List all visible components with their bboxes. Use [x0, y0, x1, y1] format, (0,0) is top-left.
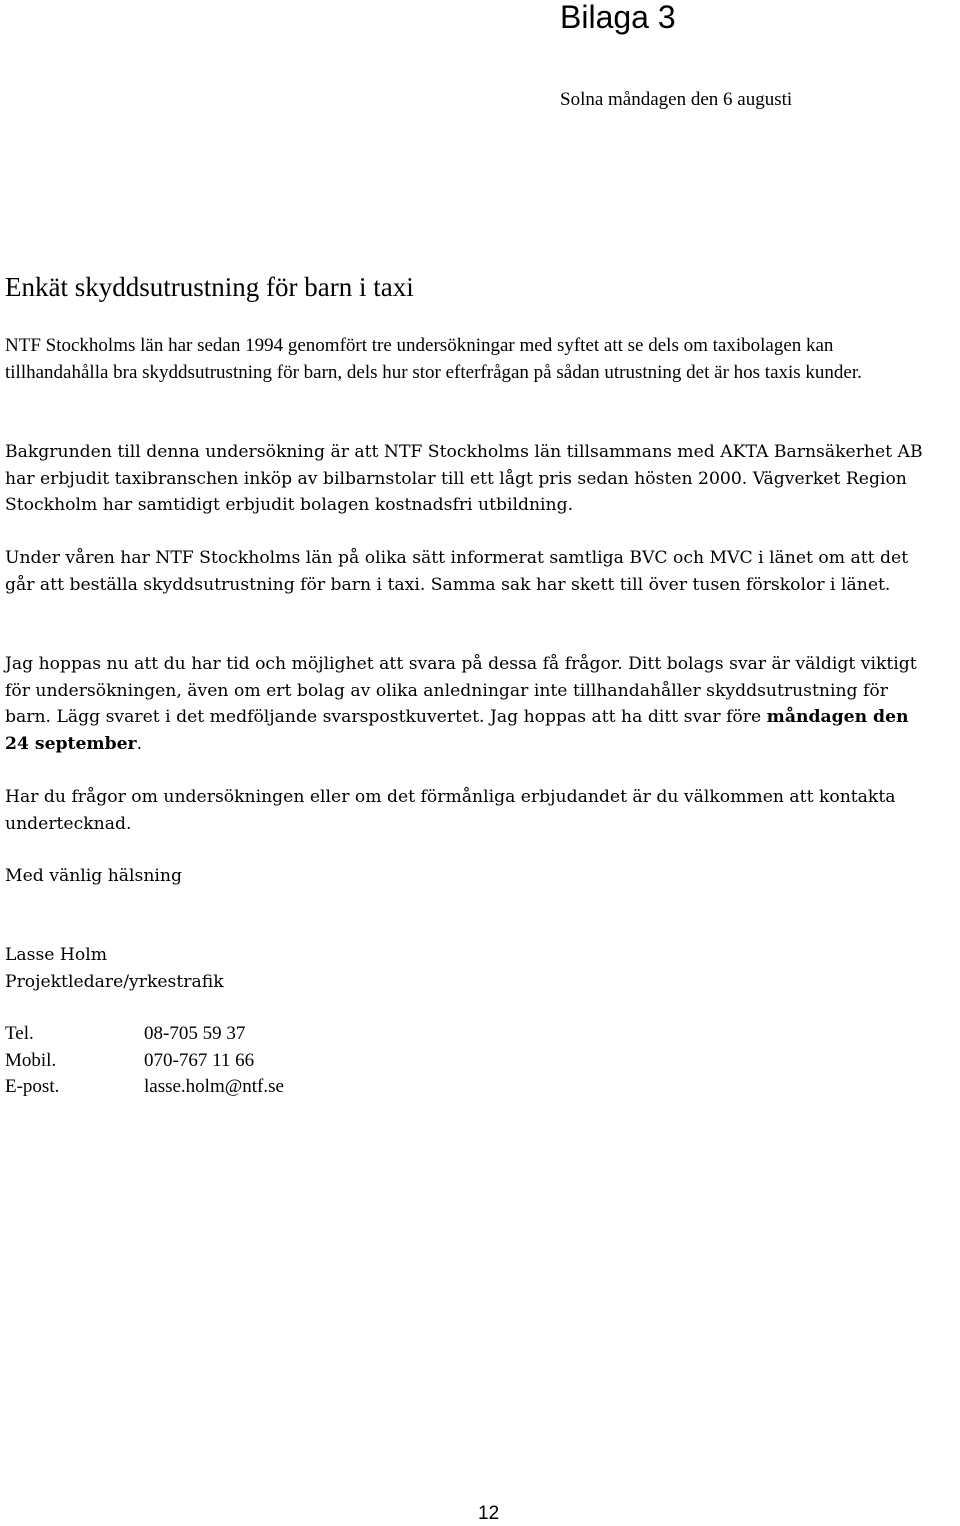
request-end: . — [136, 733, 143, 754]
contact-table — [5, 1021, 284, 1101]
request-text: Jag hoppas nu att du har tid och möjlighet att svara på dessa få frågor. Ditt bolags svar är väldigt viktigt för undersökningen, även om ert bolag av olika anledningar inte tillhandahåller skyddsutrustning för barn. Lägg svaret i det medföljande svarspostkuvertet. Jag hoppas att ha ditt svar före — [5, 654, 917, 727]
background-paragraph: Bakgrunden till denna undersökning är att NTF Stockholms län tillsammans med AKTA Barnsäkerhet AB har erbjudit taxibranschen inköp av bilbarnstolar till ett lågt pris sedan hösten 2000. Vägverket Region Stockholm har samtidigt erbjudit bolagen kostnadsfri utbildning. — [5, 442, 923, 515]
page-number: 12 — [478, 1503, 500, 1524]
document-title: Enkät skyddsutrustning för barn i taxi — [5, 272, 414, 302]
email-value: lasse.holm@ntf.se — [144, 1076, 284, 1097]
phone-label: Tel. — [5, 1023, 34, 1044]
deadline-text: måndagen den 24 september — [5, 707, 909, 754]
information-paragraph: Under våren har NTF Stockholms län på olika sätt informerat samtliga BVC och MVC i länet om att det går att beställa skyddsutrustning för barn i taxi. Samma sak har skett till över tusen förskolor i länet. — [5, 548, 909, 595]
signer-name: Lasse Holm — [5, 945, 108, 965]
appendix-heading: Bilaga 3 — [560, 0, 676, 35]
request-paragraph — [5, 651, 935, 757]
signature-block — [5, 942, 224, 995]
signer-role: Projektledare/yrkestrafik — [5, 971, 224, 992]
mobile-label: Mobil. — [5, 1049, 57, 1071]
email-label: E-post. — [5, 1076, 60, 1097]
date-line: Solna måndagen den 6 augusti — [560, 89, 793, 110]
contact-row — [5, 1074, 284, 1101]
contact-row — [5, 1021, 284, 1048]
mobile-value: 070-767 11 66 — [144, 1049, 255, 1071]
phone-value: 08-705 59 37 — [144, 1023, 246, 1044]
contact-row — [5, 1048, 284, 1075]
closing-salutation: Med vänlig hälsning — [5, 866, 182, 886]
intro-paragraph: NTF Stockholms län har sedan 1994 genomfört tre undersökningar med syftet att se dels om taxibolagen kan tillhandahålla bra skyddsutrustning för barn, dels hur stor efterfrågan på sådan utrustning det är hos taxis kunder. — [5, 335, 862, 383]
questions-paragraph: Har du frågor om undersökningen eller om det förmånliga erbjudandet är du välkommen att kontakta undertecknad. — [5, 787, 896, 834]
